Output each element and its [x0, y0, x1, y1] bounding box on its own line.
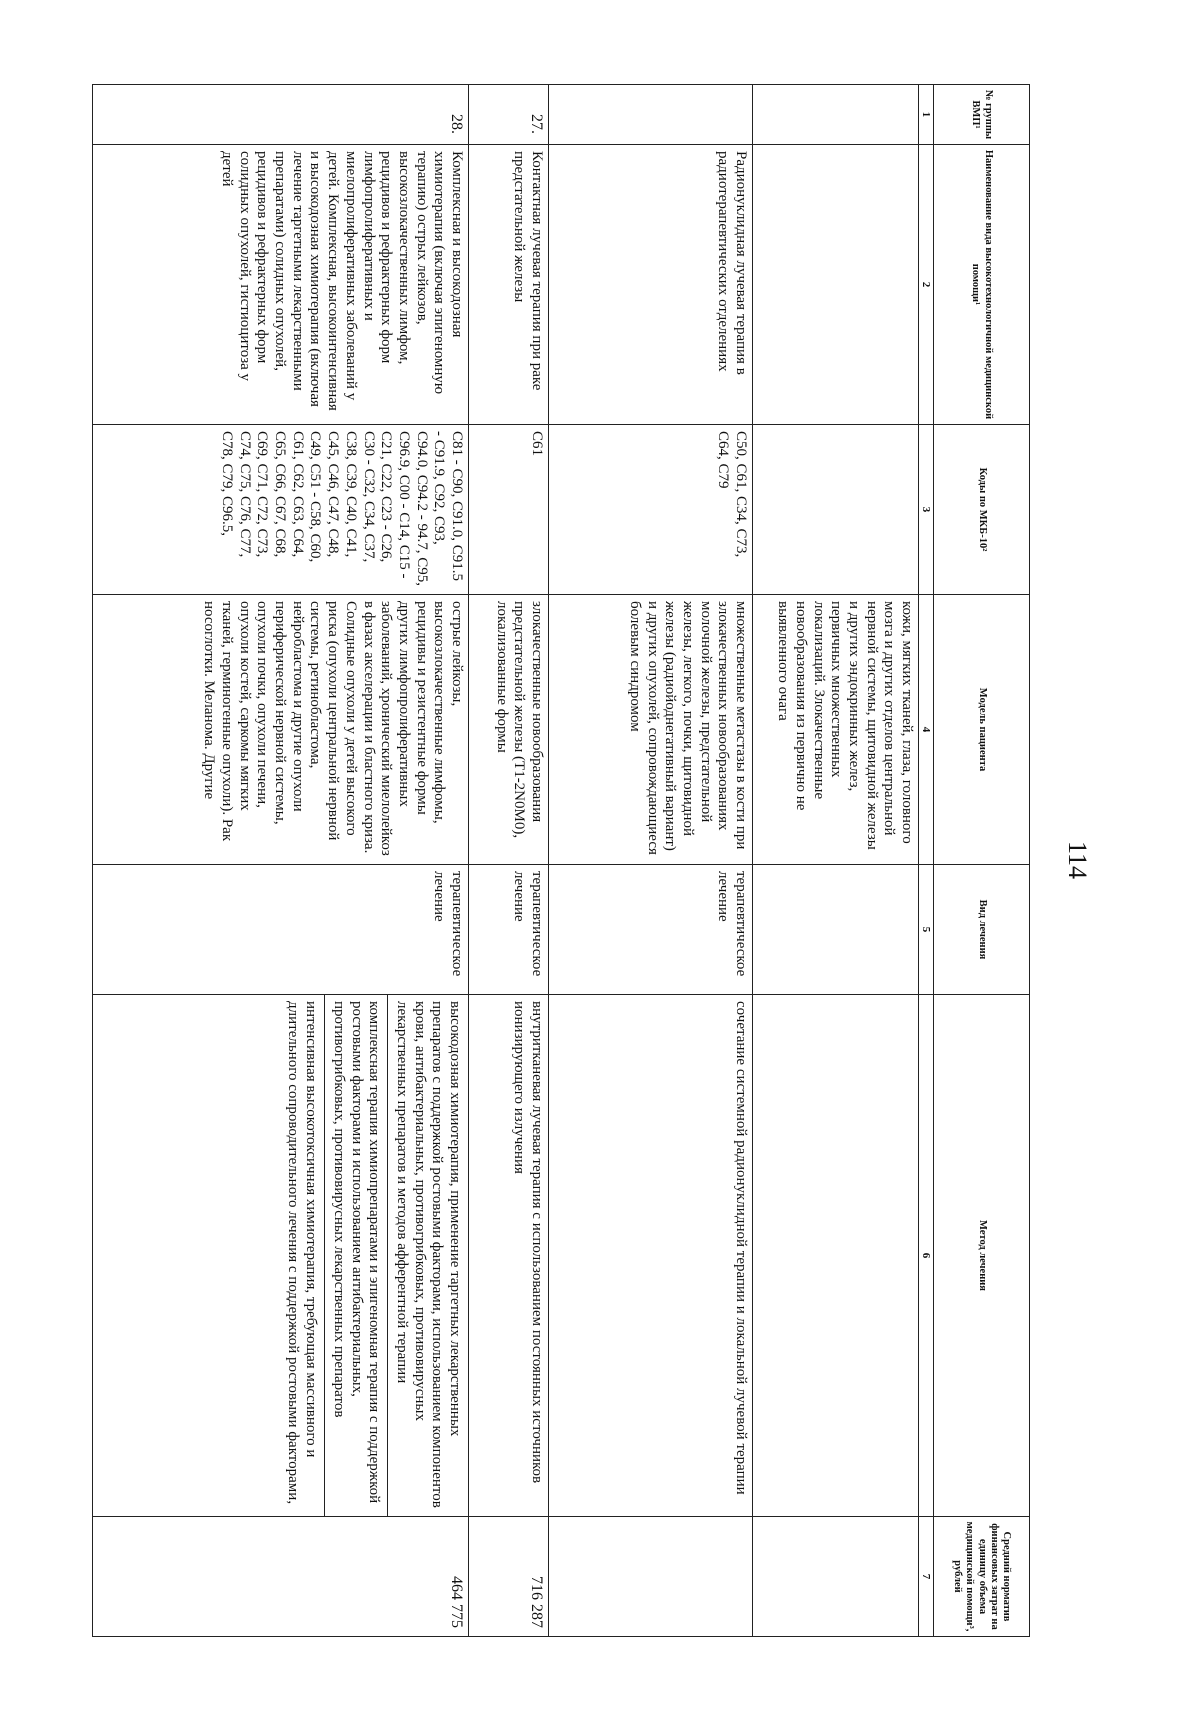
table-row [469, 85, 549, 1637]
rotated-table-container [92, 84, 1030, 1636]
treatment-type [753, 865, 919, 995]
header-row [934, 85, 1030, 1637]
vmp-name: Комплексная и высокодозная химиотерапия (включая эпигеномную терапию) острых лейкозов, высокозлокачественных лимфом, рецидивов и рефрактерных форм лимфопролиферативных и миелопролиферативных заболеваний у детей. Комплексная, высокоинтенсивная и высокодозная химиотерапия (включая лечение таргетными лекарственными препаратами) солидных опухолей, рецидивов и рефрактерных форм солидных опухолей, гистиоцитоза у детей [93, 145, 469, 425]
col-number-7: 7 [919, 1517, 934, 1637]
header-treatment-method: Метод лечения [934, 995, 1030, 1517]
vmp-name [753, 145, 919, 425]
cost-value: 464 775 [93, 1517, 469, 1637]
col-number-4: 4 [919, 595, 934, 865]
vmp-table [92, 84, 1030, 1637]
vmp-name: Контактная лучевая терапия при раке предстательной железы [469, 145, 549, 425]
header-treatment-type: Вид лечения [934, 865, 1030, 995]
header-patient-model: Модель пациента [934, 595, 1030, 865]
col-number-5: 5 [919, 865, 934, 995]
treatment-method: высокодозная химиотерапия, применение таргетных лекарственных препаратов с поддержкой ростовыми факторами, использованием компонентов крови, антибактериальных, противогрибковых, противовирусных лекарственных препаратов и методов афферентной терапии [393, 1001, 463, 1508]
method-divider [387, 995, 388, 1516]
treatment-method: интенсивная высокотоксичная химиотерапия, требующая массивного и длительного сопроводительного лечения с поддержкой ростовыми факторами, [285, 1001, 320, 1505]
header-cost-standard: Средний норматив финансовых затрат на единицу объема медицинской помощи³, рублей [934, 1517, 1030, 1637]
treatment-method: внутритканевая лучевая терапия с использованием постоянных источников ионизирующего излучения [469, 995, 549, 1517]
group-number [753, 85, 919, 145]
cost-value: 716 287 [469, 1517, 549, 1637]
page-number: 114 [1063, 840, 1092, 880]
group-number: 27. [469, 85, 549, 145]
treatment-type: терапевтическое лечение [469, 865, 549, 995]
patient-model: кожи, мягких тканей, глаза, головного мозга и других отделов центральной нервной системы, щитовидной железы и других эндокринных желез, первичных множественных локализаций. Злокачественные новообразования из первично не выявленного очага [753, 595, 919, 865]
icd-codes: C61 [469, 425, 549, 595]
vmp-name: Радионуклидная лучевая терапия в радиотерапевтических отделениях [549, 145, 753, 425]
patient-model: множественные метастазы в кости при злокачественных новообразованиях молочной железы, предстательной железы, легкого, почки, щитовидной железы (радиойоднегативный вариант) и других опухолей, сопровождающиеся болевым синдромом [549, 595, 753, 865]
method-divider [324, 995, 325, 1516]
col-number-2: 2 [919, 145, 934, 425]
table-row [93, 85, 469, 1637]
group-number: 28. [93, 85, 469, 145]
patient-model: злокачественные новообразования предстательной железы (T1-2N0M0), локализованные формы [469, 595, 549, 865]
table-row [753, 85, 919, 1637]
cost-value [549, 1517, 753, 1637]
icd-codes: C81 - C90, C91.0, C91.5 - C91.9, C92, C93, C94.0, C94.2 - 94.7, C95, C96.9, C00 - C14, C15 - C21, C22, C23 - C26, C30 - C32, C34, C37, C38, C39, C40, C41, C45, C46, C47, C48, C49, C51 - C58, C60, C61, C62, C63, C64, C65, C66, C67, C68, C69, C71, C72, C73, C74, C75, C76, C77, C78, C79, C96.5, [93, 425, 469, 595]
treatment-method-list [93, 995, 469, 1517]
header-icd-codes: Коды по МКБ-10² [934, 425, 1030, 595]
col-number-3: 3 [919, 425, 934, 595]
treatment-method: комплексная терапия химиопрепаратами и эпигеномная терапия с поддержкой ростовыми факторами и использованием антибактериальных, противогрибковых, противовирусных лекарственных препаратов [330, 1001, 383, 1504]
col-number-1: 1 [919, 85, 934, 145]
header-group-number: № группы ВМП¹ [934, 85, 1030, 145]
column-number-row [919, 85, 934, 1637]
icd-codes: C50, C61, C34, C73, C64, C79 [549, 425, 753, 595]
group-number [549, 85, 753, 145]
treatment-method: сочетание системной радионуклидной терапии и локальной лучевой терапии [549, 995, 753, 1517]
treatment-method [753, 995, 919, 1517]
header-vmp-name: Наименование вида высокотехнологичной медицинской помощи¹ [934, 145, 1030, 425]
treatment-type: терапевтическое лечение [93, 865, 469, 995]
icd-codes [753, 425, 919, 595]
table-row [549, 85, 753, 1637]
cost-value [753, 1517, 919, 1637]
col-number-6: 6 [919, 995, 934, 1517]
treatment-type: терапевтическое лечение [549, 865, 753, 995]
patient-model: острые лейкозы, высокозлокачественные лимфомы, рецидивы и резистентные формы других лимфопролиферативных заболеваний, хронический миелолейкоз в фазах акселерации и бластного криза. Солидные опухоли у детей высокого риска (опухоли центральной нервной системы, ретинобластома, нейробластома и другие опухоли периферической нервной системы, опухоли почки, опухоли печени, опухоли костей, саркомы мягких тканей, герминогенные опухоли). Рак носоглотки. Меланома. Другие [93, 595, 469, 865]
